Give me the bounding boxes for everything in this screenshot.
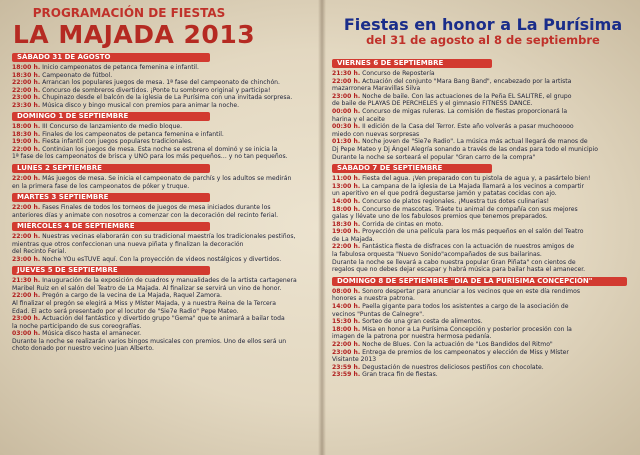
event-time: 22:00 h. <box>332 77 361 85</box>
day-events <box>12 204 316 219</box>
event-time: 22:00 h. <box>332 341 361 348</box>
event-text: Degustación de nuestros deliciosos pestiños con chocolate. <box>362 363 544 371</box>
event-text: Maribel Ruiz en el salón del Teatro de La Majada. Al finalizar se servirá un vino de honor. <box>12 284 282 292</box>
event-line <box>332 198 634 206</box>
event-text: Arrancan los populares juegos de mesa. 1ª fase del campeonato de chinchón. <box>42 79 280 87</box>
event-line <box>12 277 316 285</box>
event-line <box>12 175 316 183</box>
event-line <box>332 371 634 379</box>
event-line <box>12 212 316 220</box>
event-text: Fantástica fiesta de disfraces con la actuación de nuestros amigos de <box>362 243 575 251</box>
event-time: 23:59 h. <box>332 363 361 371</box>
event-text: Sonoro despertar para anunciar a los vecinos que en este día rendimos <box>362 287 581 295</box>
event-line <box>332 266 634 274</box>
event-line <box>332 175 634 183</box>
event-text: Noche de baile. Con las actuaciones de la Peña EL SALITRE, el grupo <box>362 92 572 100</box>
event-time: 15:30 h. <box>332 318 361 326</box>
event-line <box>332 78 634 86</box>
event-line <box>332 93 634 101</box>
event-line <box>12 64 316 72</box>
event-line <box>332 341 634 349</box>
day-heading: MARTES 3 SEPTIEMBRE <box>12 193 210 202</box>
event-text: Proyección de una película para los más pequeños en el salón del Teatro <box>362 228 584 236</box>
event-text: Sorteo de una gran cesta de alimentos. <box>362 318 483 326</box>
event-line <box>12 308 316 316</box>
event-text: Corrida de cintas en moto. <box>362 220 444 228</box>
event-line <box>12 300 316 308</box>
event-line <box>332 206 634 214</box>
event-time: 23:59 h. <box>332 371 361 379</box>
event-line <box>12 330 316 338</box>
event-time: 01:30 h. <box>332 138 361 146</box>
event-line <box>332 146 634 154</box>
day-heading: VIERNES 6 DE SEPTIEMBRE <box>332 59 492 68</box>
event-text: Música disco y bingo musical con premios para animar la noche. <box>42 101 240 109</box>
day-heading: DOMINGO 1 DE SEPTIEMBRE <box>12 112 210 121</box>
event-time: 18:00 h. <box>332 205 361 213</box>
event-text: II edición de la Casa del Terror. Este año volverás a pasar muchooooo <box>362 123 574 131</box>
event-text: Finales de los campeonatos de petanca femenina e infantil. <box>42 130 224 138</box>
event-time: 23:00 h. <box>332 92 361 100</box>
event-time: 23:00 h. <box>12 94 41 102</box>
day-events <box>12 233 316 263</box>
event-line <box>12 315 316 323</box>
event-time: 22:00 h. <box>12 204 41 212</box>
event-text: Más juegos de mesa. Se inicia el campeonato de parchís y los adultos se medirán <box>42 175 292 183</box>
event-text: Durante la noche se sorteará el popular "Gran carro de la compra" <box>332 153 536 161</box>
program-title: LA MAJADA 2013 <box>12 20 256 49</box>
event-text: Edad. El acto será presentado por el locutor de "Sie7e Radio" Pepe Mateo. <box>12 307 239 315</box>
event-line <box>12 94 316 102</box>
event-text: mazarronera Maravillas Silva <box>332 85 421 93</box>
event-line <box>332 318 634 326</box>
event-text: mientras que otros confeccionan una nueva piñata y finalizan la decoración <box>12 240 244 248</box>
event-text: Visitante 2013 <box>332 356 377 364</box>
event-line <box>332 311 634 319</box>
event-time: 23:00 h. <box>12 255 41 263</box>
event-text: III Concurso de lanzamiento de medio bloque. <box>42 123 183 131</box>
event-time: 21:30 h. <box>12 277 41 285</box>
event-time: 14:00 h. <box>332 197 361 205</box>
event-text: Fases Finales de todos los torneos de juegos de mesa iniciados durante los <box>42 204 271 212</box>
day-events <box>12 123 316 161</box>
event-text: Noche YOu esTUVE aquí. Con la proyección de videos nostálgicos y divertidos. <box>42 255 282 263</box>
event-line <box>12 102 316 110</box>
event-text: Concurso de migas ruleras. La comisión de fiestas proporcionará la <box>362 107 568 115</box>
event-line <box>332 154 634 162</box>
event-time: 21:30 h. <box>332 70 361 77</box>
event-text: un aperitivo en el que podrá degustarse jamón y patatas cocidas con ajo. <box>332 190 557 198</box>
event-time: 18:00 h. <box>332 325 361 333</box>
event-line <box>12 233 316 241</box>
event-time: 18:30 h. <box>332 220 361 228</box>
event-text: Actuación del conjunto "Mara Bang Band", encabezado por la artista <box>362 77 572 85</box>
event-time: 18:00 h. <box>12 64 41 71</box>
day-events <box>12 175 316 190</box>
event-line <box>332 100 634 108</box>
event-time: 00:00 h. <box>332 107 361 115</box>
event-text: Noche de Blues. Con la actuación de "Los Bandidos del Ritmo" <box>362 341 553 348</box>
event-line <box>332 364 634 372</box>
event-time: 23:00 h. <box>332 348 361 356</box>
event-text: Durante la noche se realizarán varios bingos musicales con premios. Uno de ellos será un <box>12 337 287 345</box>
festival-dates: del 31 de agosto al 8 de septiembre <box>366 33 600 47</box>
event-line <box>12 183 316 191</box>
event-time: 03:00 h. <box>12 330 41 338</box>
event-line <box>332 70 634 78</box>
event-text: Concurso de platos regionales. ¡Muestra tus dotes culinarias! <box>362 197 550 205</box>
event-text: Concurso de mascotas. Tráete tu animal de compañía con sus mejores <box>362 205 578 213</box>
event-text: Gran traca fin de fiestas. <box>362 371 438 379</box>
event-text: Paella gigante para todos los asistentes a cargo de la asociación de <box>362 303 569 311</box>
event-text: miedo con nuevas sorpresas <box>332 130 420 138</box>
event-line <box>332 303 634 311</box>
event-line <box>332 190 634 198</box>
event-text: Al finalizar el pregón se elegirá a Miss y Míster Majada, y a nuestra Reina de la Tercera <box>12 300 277 308</box>
event-line <box>12 241 316 249</box>
day-heading: MIÉRCOLES 4 DE SEPTIEMBRE <box>12 222 210 231</box>
event-text: anteriores días y animate con nosotros a comenzar con la decoración del recinto ferial. <box>12 211 279 219</box>
event-time: 23:00 h. <box>12 315 41 323</box>
right-page <box>322 0 640 455</box>
event-line <box>332 243 634 251</box>
event-line <box>12 131 316 139</box>
event-text: de baile de PLAYAS DE PERCHELES y el gimnasio FITNESS DANCE. <box>332 100 533 108</box>
event-line <box>12 79 316 87</box>
event-text: Inauguración de la exposición de cuadros y manualidades de la artista cartagenera <box>42 277 297 285</box>
event-text: Noche joven de "Sie7e Radio". La música más actual llegará de manos de <box>362 138 588 146</box>
event-text: Actuación del fantástico y divertido grupo "Gema" que te animará a bailar toda <box>42 315 285 323</box>
day-heading: SÁBADO 31 DE AGOSTO <box>12 53 210 62</box>
event-line <box>332 228 634 236</box>
event-text: Continúan los juegos de mesa. Esta noche se estrena el dominó y se inicia la <box>42 145 278 153</box>
event-time: 22:00 h. <box>12 145 41 153</box>
event-text: Durante la noche se llevará a cabo nuestra popular Gran Piñata" con cientos de <box>332 258 576 266</box>
left-schedule <box>12 53 316 353</box>
event-line <box>12 248 316 256</box>
event-time: 19:00 h. <box>332 228 361 236</box>
event-text: galas y llévate uno de los fabulosos premios que tenemos preparados. <box>332 213 548 221</box>
event-line <box>12 72 316 80</box>
event-text: Fiesta infantil con juegos populares tradicionales. <box>42 138 193 146</box>
event-time: 11:00 h. <box>332 175 361 183</box>
event-text: honores a nuestra patrona. <box>332 295 415 303</box>
event-line <box>332 138 634 146</box>
event-line <box>12 338 316 346</box>
event-time: 14:00 h. <box>332 303 361 311</box>
event-line <box>332 213 634 221</box>
program-kicker: PROGRAMACIÓN DE FIESTAS <box>32 6 226 20</box>
day-events <box>12 64 316 109</box>
event-text: la noche participando de sus coreografías. <box>12 322 142 330</box>
event-time: 18:00 h. <box>12 123 41 131</box>
day-heading: LUNES 2 SEPTIEMBRE <box>12 164 210 173</box>
event-text: imagen de la patrona por nuestra hermosa pedanía. <box>332 333 492 341</box>
event-text: vecinos "Puntas de Calnegre". <box>332 310 425 318</box>
event-text: Concurso de Repostería <box>362 70 435 77</box>
event-text: Entrega de premios de los campeonatos y elección de Miss y Míster <box>362 348 569 356</box>
day-heading: JUEVES 5 DE SEPTIEMBRE <box>12 266 210 275</box>
event-line <box>332 288 634 296</box>
event-text: Nuestras vecinas elaborarán con su tradicional maestría los tradicionales pestiños, <box>42 233 296 241</box>
event-time: 22:00 h. <box>12 233 41 241</box>
event-line <box>12 345 316 353</box>
day-events <box>332 288 634 379</box>
event-text: 1ª fase de los campeonatos de brisca y UNO para los más pequeños… y no tan pequeños. <box>12 153 288 161</box>
event-line <box>12 292 316 300</box>
event-time: 22:00 h. <box>12 86 41 94</box>
event-text: Campeonato de fútbol. <box>42 71 113 79</box>
event-line <box>332 295 634 303</box>
day-heading: SÁBADO 7 DE SEPTIEMBRE <box>332 164 492 173</box>
event-time: 08:00 h. <box>332 287 361 295</box>
day-heading: DOMINGO 8 DE SEPTIEMBRE "DÍA DE LA PURÍSIMA CONCEPCIÓN" <box>332 277 627 286</box>
event-time: 22:00 h. <box>332 243 361 251</box>
event-text: Misa en honor a La Purísima Concepción y posterior procesión con la <box>362 325 572 333</box>
event-line <box>332 123 634 131</box>
event-time: 19:00 h. <box>12 138 41 146</box>
event-text: Música disco hasta el amanecer. <box>42 330 142 338</box>
event-line <box>12 123 316 131</box>
event-line <box>332 108 634 116</box>
event-line <box>332 356 634 364</box>
day-events <box>332 70 634 161</box>
event-text: Fiesta del agua. ¡Ven preparado con tu pistola de agua y, a pasártelo bien! <box>362 175 591 183</box>
event-text: de La Majada. <box>332 235 375 243</box>
event-line <box>12 256 316 264</box>
event-time: 18:30 h. <box>12 130 41 138</box>
event-line <box>12 153 316 161</box>
event-line <box>332 333 634 341</box>
event-time: 23:30 h. <box>12 101 41 109</box>
event-time: 22:00 h. <box>12 79 41 87</box>
event-text: La campana de la iglesia de La Majada llamará a los vecinos a compartir <box>362 182 585 190</box>
event-time: 00:30 h. <box>332 123 361 131</box>
event-line <box>12 204 316 212</box>
event-text: Pregón a cargo de la vecina de La Majada, Raquel Zamora. <box>42 292 222 300</box>
event-text: harina y el aceite <box>332 115 385 123</box>
event-text: del Recinto Ferial. <box>12 248 67 256</box>
festival-title: Fiestas en honor a La Purísima <box>343 15 623 34</box>
event-line <box>332 85 634 93</box>
event-line <box>332 349 634 357</box>
right-schedule <box>332 59 634 379</box>
day-events <box>12 277 316 352</box>
event-time: 13:00 h. <box>332 182 361 190</box>
event-line <box>332 251 634 259</box>
event-line <box>12 138 316 146</box>
event-text: Concurso de sombreros divertidos. ¡Ponte tu sombrero original y participa! <box>42 86 271 94</box>
event-text: regalos que no debes dejar escapar y habrá música para bailar hasta el amanecer. <box>332 266 586 274</box>
day-events <box>332 175 634 274</box>
event-time: 22:00 h. <box>12 292 41 300</box>
event-text: Chupinazo desde el balcón de la iglesia de La Purísima con una invitada sorpresa. <box>42 94 293 102</box>
event-text: la fabulosa orquesta "Nuevo Sonido"acompañados de sus bailarinas. <box>332 251 542 259</box>
event-text: Dj Pepe Mateo y Dj Ángel Alegría sonando a través de las ondas para todo el municipio <box>332 145 598 153</box>
event-text: en la primera fase de los campeonatos de póker y truque. <box>12 182 190 190</box>
event-time: 18:30 h. <box>12 71 41 79</box>
event-text: Inicio campeonatos de petanca femenina e infantil. <box>42 64 199 71</box>
event-text: choto donado por nuestro vecino Juan Alberto. <box>12 345 154 353</box>
event-time: 22:00 h. <box>12 175 41 183</box>
